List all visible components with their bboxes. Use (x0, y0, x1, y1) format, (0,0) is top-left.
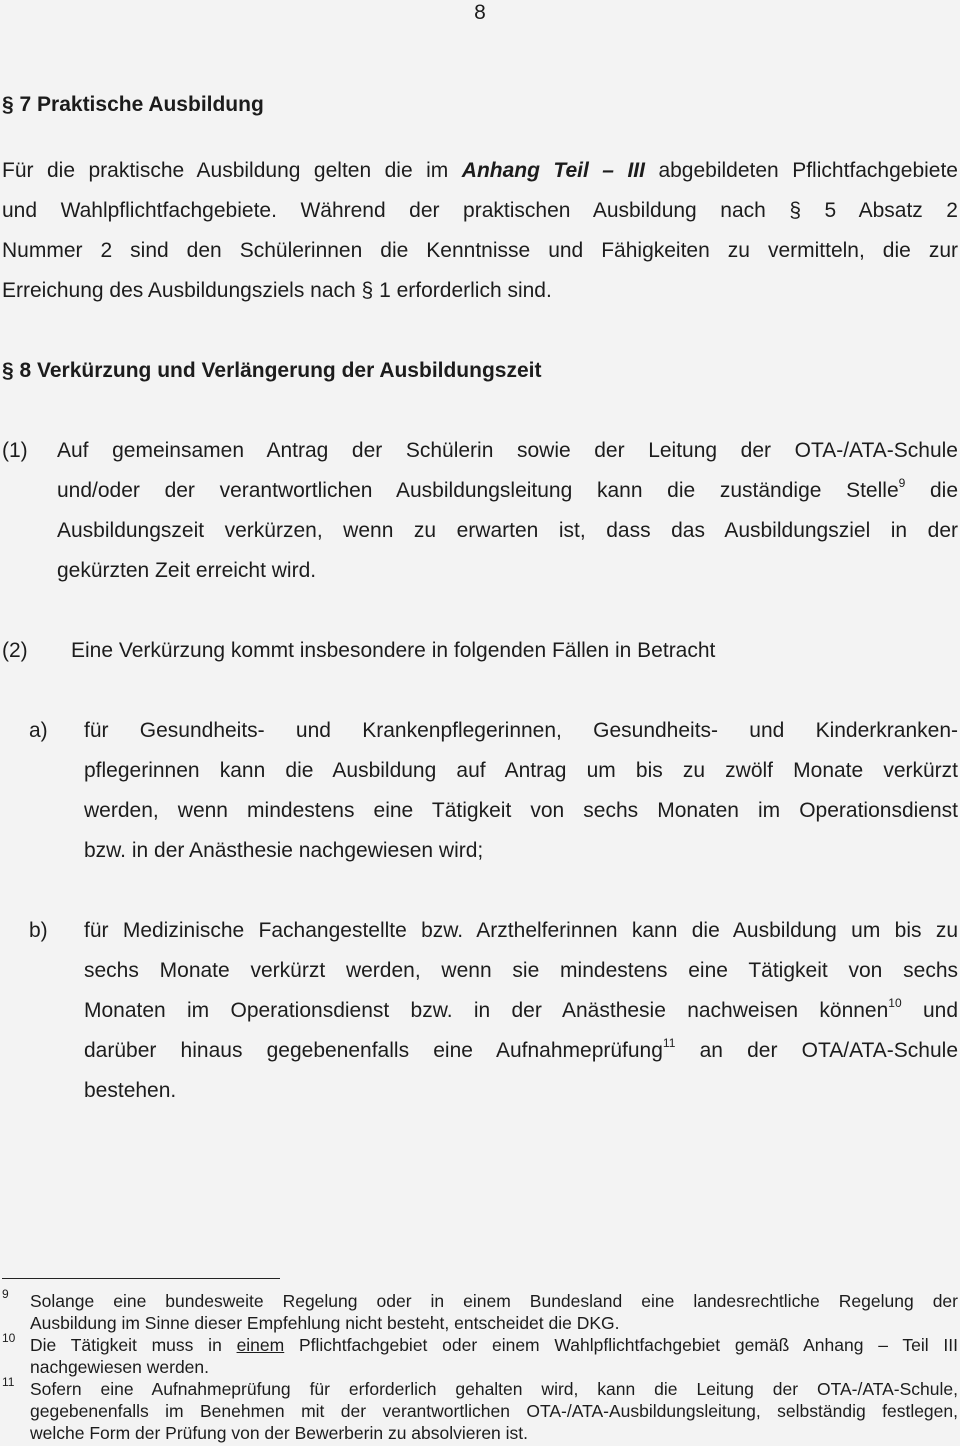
item-b-line-4: darüber hinaus gegebenenfalls eine Aufnahmeprüfung$^{11}$ an der OTA/ATA-Schule (84, 1036, 958, 1062)
item-a-line-1: für Gesundheits- und Krankenpflegerinnen, Gesundheits- und Kinderkranken- (84, 719, 958, 742)
paragraph-1-line-4: gekürzten Zeit erreicht wird. (57, 559, 317, 582)
paragraph-1-marker: (1) (2, 439, 28, 462)
paragraph-1 (57, 431, 958, 591)
footnote-11-line-2: gegebenenfalls im Benehmen mit der verantwortlichen OTA-/ATA-Ausbildungsleitung, selbständig festlegen, (30, 1401, 958, 1421)
section-7-line-4: Erreichung des Ausbildungsziels nach § 1 erforderlich sind. (2, 279, 552, 302)
section-7-heading: § 7 Praktische Ausbildung (2, 93, 264, 116)
section-7-line-1: Für die praktische Ausbildung gelten die im Anhang Teil – III abgebildeten Pflichtfachgebiete (2, 159, 958, 182)
footnote-9-line-2: Ausbildung im Sinne dieser Empfehlung nicht besteht, entscheidet die DKG. (30, 1313, 620, 1333)
paragraph-2-text: Eine Verkürzung kommt insbesondere in folgenden Fällen in Betracht (71, 639, 716, 662)
footnote-9-line-1: Solange eine bundesweite Regelung oder in einem Bundesland eine landesrechtliche Regelung der (30, 1291, 958, 1311)
section-7-paragraph (2, 151, 958, 311)
item-b-line-3: Monaten im Operationsdienst bzw. in der Anästhesie nachweisen können$^{10}$ und (84, 996, 958, 1022)
annex-reference: Anhang Teil – III (461, 159, 645, 182)
paragraph-1-line-3: Ausbildungszeit verkürzen, wenn zu erwarten ist, dass das Ausbildungsziel in der (57, 519, 958, 542)
footnote-9 (30, 1290, 958, 1334)
item-b-line-2: sechs Monate verkürzt werden, wenn sie mindestens eine Tätigkeit von sechs (84, 959, 958, 982)
footnote-ref-9: 9 (898, 476, 906, 490)
item-b-line-5: bestehen. (84, 1079, 177, 1102)
footnote-11 (30, 1378, 958, 1444)
paragraph-1-line-2: und/oder der verantwortlichen Ausbildungsleitung kann die zuständige Stelle$^9$ die (57, 476, 959, 502)
page-number: 8 (474, 1, 486, 24)
footnote-separator (2, 1278, 280, 1279)
item-a (84, 711, 958, 871)
item-b-marker: b) (29, 919, 48, 942)
section-7-line-2: und Wahlpflichtfachgebiete. Während der praktischen Ausbildung nach § 5 Absatz 2 (2, 199, 958, 222)
footnote-11-number: 11 (2, 1375, 15, 1389)
footnote-ref-10: 10 (888, 996, 902, 1010)
item-a-line-3: werden, wenn mindestens eine Tätigkeit von sechs Monaten im Operationsdienst (84, 799, 958, 822)
item-a-line-2: pflegerinnen kann die Ausbildung auf Antrag um bis zu zwölf Monate verkürzt (84, 759, 958, 782)
footnote-9-number: 9 (2, 1287, 9, 1301)
footnote-11-line-3: welche Form der Prüfung von der Bewerberin zu absolvieren ist. (30, 1423, 529, 1443)
footnote-10-number: 10 (2, 1331, 16, 1345)
section-7-line-3: Nummer 2 sind den Schülerinnen die Kenntnisse und Fähigkeiten zu vermitteln, die zur (2, 239, 958, 262)
item-a-line-4: bzw. in der Anästhesie nachgewiesen wird; (84, 839, 484, 862)
footnote-10-line-2: nachgewiesen werden. (30, 1357, 210, 1377)
item-b-line-1: für Medizinische Fachangestellte bzw. Arzthelferinnen kann die Ausbildung um bis zu (84, 919, 958, 942)
section-8-heading: § 8 Verkürzung und Verlängerung der Ausbildungszeit (2, 359, 542, 382)
item-b (84, 911, 958, 1111)
item-a-marker: a) (29, 719, 48, 742)
footnote-11-line-1: Sofern eine Aufnahmeprüfung für erforderlich gehalten wird, kann die Leitung der OTA-/ATA-Schule, (30, 1379, 958, 1399)
footnote-10-line-1: Die Tätigkeit muss in einem Pflichtfachgebiet oder einem Wahlpflichtfachgebiet gemäß Anhang – Teil III (30, 1335, 958, 1355)
footnote-ref-11: 11 (662, 1036, 676, 1050)
paragraph-1-line-1: Auf gemeinsamen Antrag der Schülerin sowie der Leitung der OTA-/ATA-Schule (57, 439, 958, 462)
footnote-10 (30, 1334, 958, 1378)
paragraph-2-marker: (2) (2, 639, 28, 662)
